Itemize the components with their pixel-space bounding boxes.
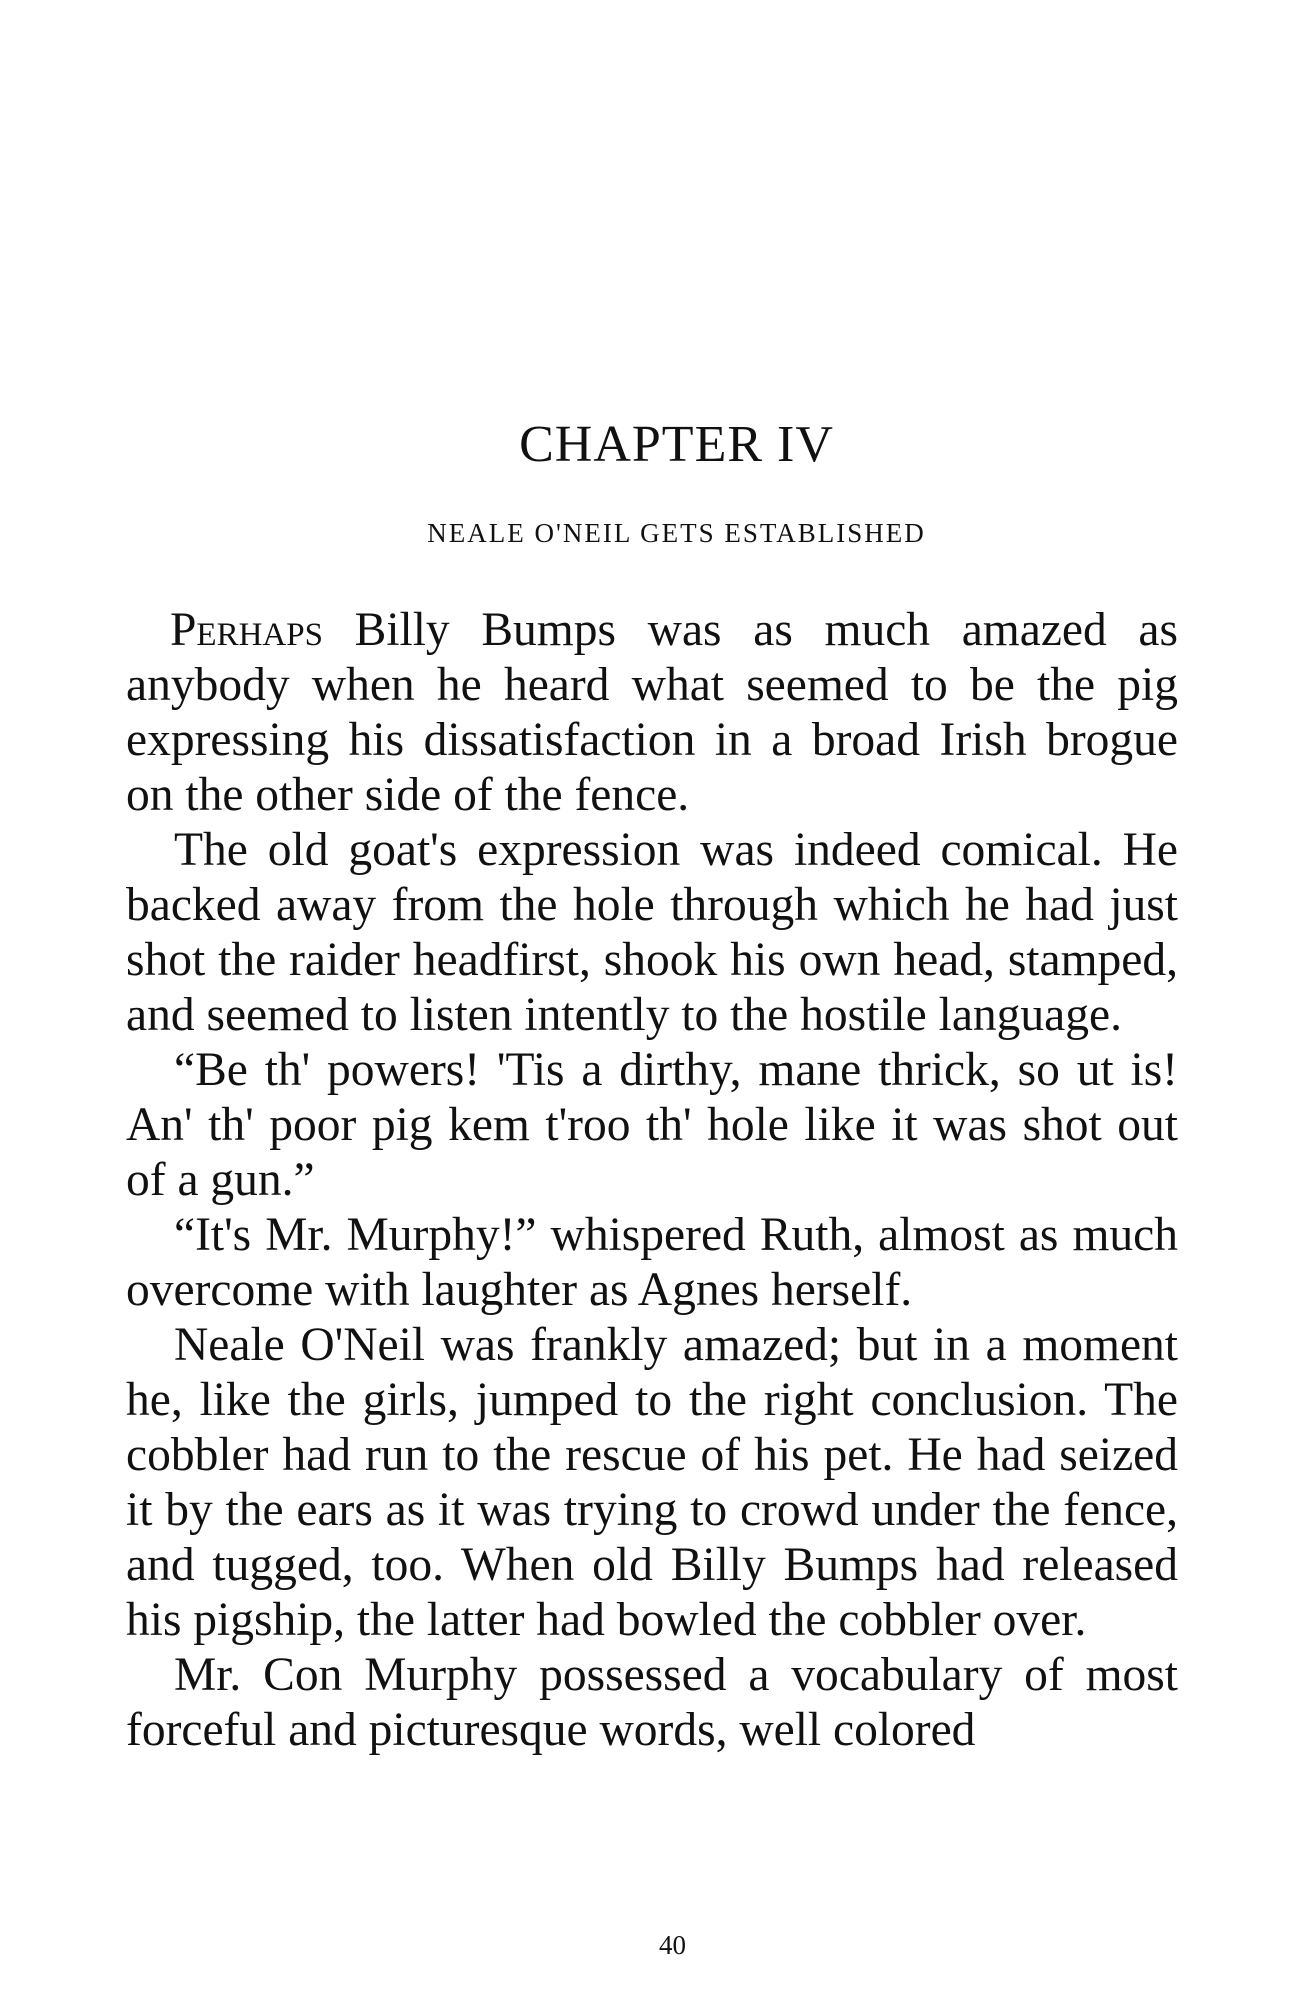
paragraph-6: Mr. Con Murphy possessed a vocabulary of most forceful and picturesque words, well colored [126, 1649, 1178, 1756]
body-text [126, 603, 1178, 1758]
page-number: 40 [659, 1930, 686, 1960]
chapter-heading: CHAPTER IV [519, 416, 834, 473]
chapter-subtitle: NEALE O'NEIL GETS ESTABLISHED [427, 518, 926, 548]
paragraph-1 [126, 603, 1178, 823]
paragraph-4: “It's Mr. Murphy!” whispered Ruth, almost as much overcome with laughter as Agnes herself. [126, 1209, 1178, 1316]
paragraph-3: “Be th' powers! 'Tis a dirthy, mane thrick, so ut is! An' th' poor pig kem t'roo th' hole like it was shot out of a gun.” [126, 1044, 1178, 1206]
paragraph-lead-word: Perhaps [170, 604, 323, 656]
paragraph-5: Neale O'Neil was frankly amazed; but in a moment he, like the girls, jumped to the right conclusion. The cobbler had run to the rescue of his pet. He had seized it by the ears as it was trying to crowd under the fence, and tugged, too. When old Billy Bumps had released his pigship, the latter had bowled the cobbler over. [126, 1319, 1178, 1646]
paragraph-1-text: Billy Bumps was as much amazed as anybody when he heard what seemed to be the pig expressing his dissatisfaction in a broad Irish brogue on the other side of the fence. [126, 604, 1178, 821]
paragraph-2: The old goat's expression was indeed comical. He backed away from the hole through which he had just shot the raider headfirst, shook his own head, stamped, and seemed to listen intently to the hostile language. [126, 824, 1178, 1041]
